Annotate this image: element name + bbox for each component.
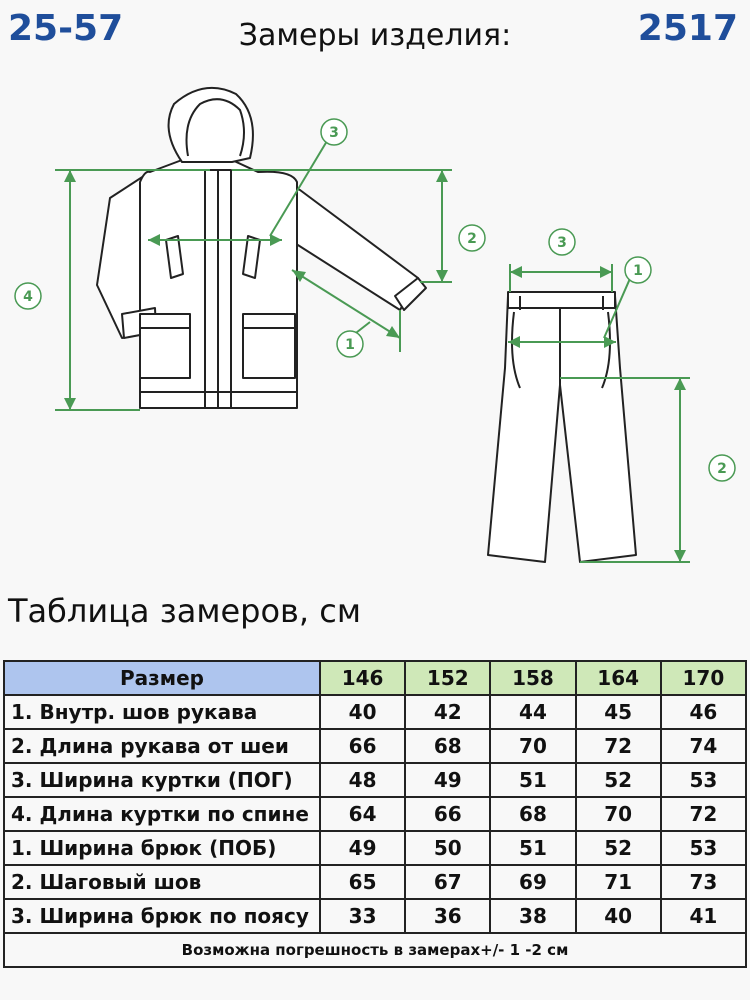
table-cell: 49 bbox=[405, 763, 490, 797]
pants-marker-1 bbox=[625, 257, 651, 283]
article-code-left: 25-57 bbox=[8, 8, 124, 49]
jacket-drawing bbox=[97, 88, 426, 408]
table-cell: 49 bbox=[320, 831, 405, 865]
table-cell: 71 bbox=[576, 865, 661, 899]
pants-marker-3 bbox=[549, 229, 575, 255]
table-cell: 45 bbox=[576, 695, 661, 729]
svg-text:3: 3 bbox=[557, 235, 567, 251]
table-cell: 38 bbox=[490, 899, 575, 933]
table-cell: 50 bbox=[405, 831, 490, 865]
pants-outline bbox=[488, 296, 636, 562]
table-cell: 51 bbox=[490, 763, 575, 797]
table-cell: 52 bbox=[576, 763, 661, 797]
svg-text:1: 1 bbox=[345, 337, 355, 353]
table-cell: 42 bbox=[405, 695, 490, 729]
pants-marker-2 bbox=[709, 455, 735, 481]
pants-waistband bbox=[508, 292, 615, 308]
table-cell: 68 bbox=[405, 729, 490, 763]
table-cell: 52 bbox=[576, 831, 661, 865]
table-cell: 48 bbox=[320, 763, 405, 797]
svg-text:2: 2 bbox=[467, 231, 477, 247]
table-note-row bbox=[4, 933, 746, 967]
jacket-marker-4 bbox=[15, 283, 41, 309]
jacket-marker-3 bbox=[321, 119, 347, 145]
jacket-lower-pocket-left bbox=[140, 314, 190, 378]
table-row bbox=[4, 831, 746, 865]
size-146: 146 bbox=[320, 661, 405, 695]
table-cell: 33 bbox=[320, 899, 405, 933]
table-cell: 70 bbox=[576, 797, 661, 831]
row-label: 4. Длина куртки по спине bbox=[4, 797, 320, 831]
size-152: 152 bbox=[405, 661, 490, 695]
table-cell: 74 bbox=[661, 729, 746, 763]
table-row bbox=[4, 695, 746, 729]
table-cell: 65 bbox=[320, 865, 405, 899]
row-label: 2. Длина рукава от шеи bbox=[4, 729, 320, 763]
row-label: 3. Ширина брюк по поясу bbox=[4, 899, 320, 933]
table-cell: 40 bbox=[320, 695, 405, 729]
table-cell: 51 bbox=[490, 831, 575, 865]
table-cell: 72 bbox=[661, 797, 746, 831]
table-cell: 66 bbox=[405, 797, 490, 831]
table-cell: 70 bbox=[490, 729, 575, 763]
row-label: 1. Внутр. шов рукава bbox=[4, 695, 320, 729]
size-table bbox=[3, 660, 747, 968]
table-cell: 67 bbox=[405, 865, 490, 899]
size-164: 164 bbox=[576, 661, 661, 695]
table-row bbox=[4, 865, 746, 899]
size-header-label: Размер bbox=[4, 661, 320, 695]
table-cell: 40 bbox=[576, 899, 661, 933]
table-cell: 44 bbox=[490, 695, 575, 729]
size-158: 158 bbox=[490, 661, 575, 695]
table-cell: 64 bbox=[320, 797, 405, 831]
article-code-right: 2517 bbox=[637, 8, 738, 49]
row-label: 2. Шаговый шов bbox=[4, 865, 320, 899]
table-cell: 69 bbox=[490, 865, 575, 899]
table-row bbox=[4, 899, 746, 933]
jacket-marker-1 bbox=[337, 331, 363, 357]
jacket-marker-2 bbox=[459, 225, 485, 251]
table-row bbox=[4, 763, 746, 797]
table-cell: 41 bbox=[661, 899, 746, 933]
table-cell: 46 bbox=[661, 695, 746, 729]
row-label: 1. Ширина брюк (ПОБ) bbox=[4, 831, 320, 865]
table-row bbox=[4, 797, 746, 831]
table-row bbox=[4, 729, 746, 763]
measurement-diagram bbox=[0, 70, 750, 590]
table-cell: 53 bbox=[661, 763, 746, 797]
table-cell: 66 bbox=[320, 729, 405, 763]
page-title: Замеры изделия: bbox=[238, 18, 512, 53]
table-cell: 72 bbox=[576, 729, 661, 763]
svg-text:2: 2 bbox=[717, 461, 727, 477]
size-170: 170 bbox=[661, 661, 746, 695]
measurement-tolerance-note: Возможна погрешность в замерах+/- 1 -2 см bbox=[4, 933, 746, 967]
svg-text:3: 3 bbox=[329, 125, 339, 141]
table-cell: 68 bbox=[490, 797, 575, 831]
row-label: 3. Ширина куртки (ПОГ) bbox=[4, 763, 320, 797]
table-title: Таблица замеров, см bbox=[8, 592, 361, 630]
table-cell: 53 bbox=[661, 831, 746, 865]
table-cell: 36 bbox=[405, 899, 490, 933]
table-cell: 73 bbox=[661, 865, 746, 899]
svg-text:4: 4 bbox=[23, 289, 33, 305]
jacket-lower-pocket-right bbox=[243, 314, 295, 378]
svg-text:1: 1 bbox=[633, 263, 643, 279]
size-table-header-row bbox=[4, 661, 746, 695]
pants-drawing bbox=[488, 292, 636, 562]
